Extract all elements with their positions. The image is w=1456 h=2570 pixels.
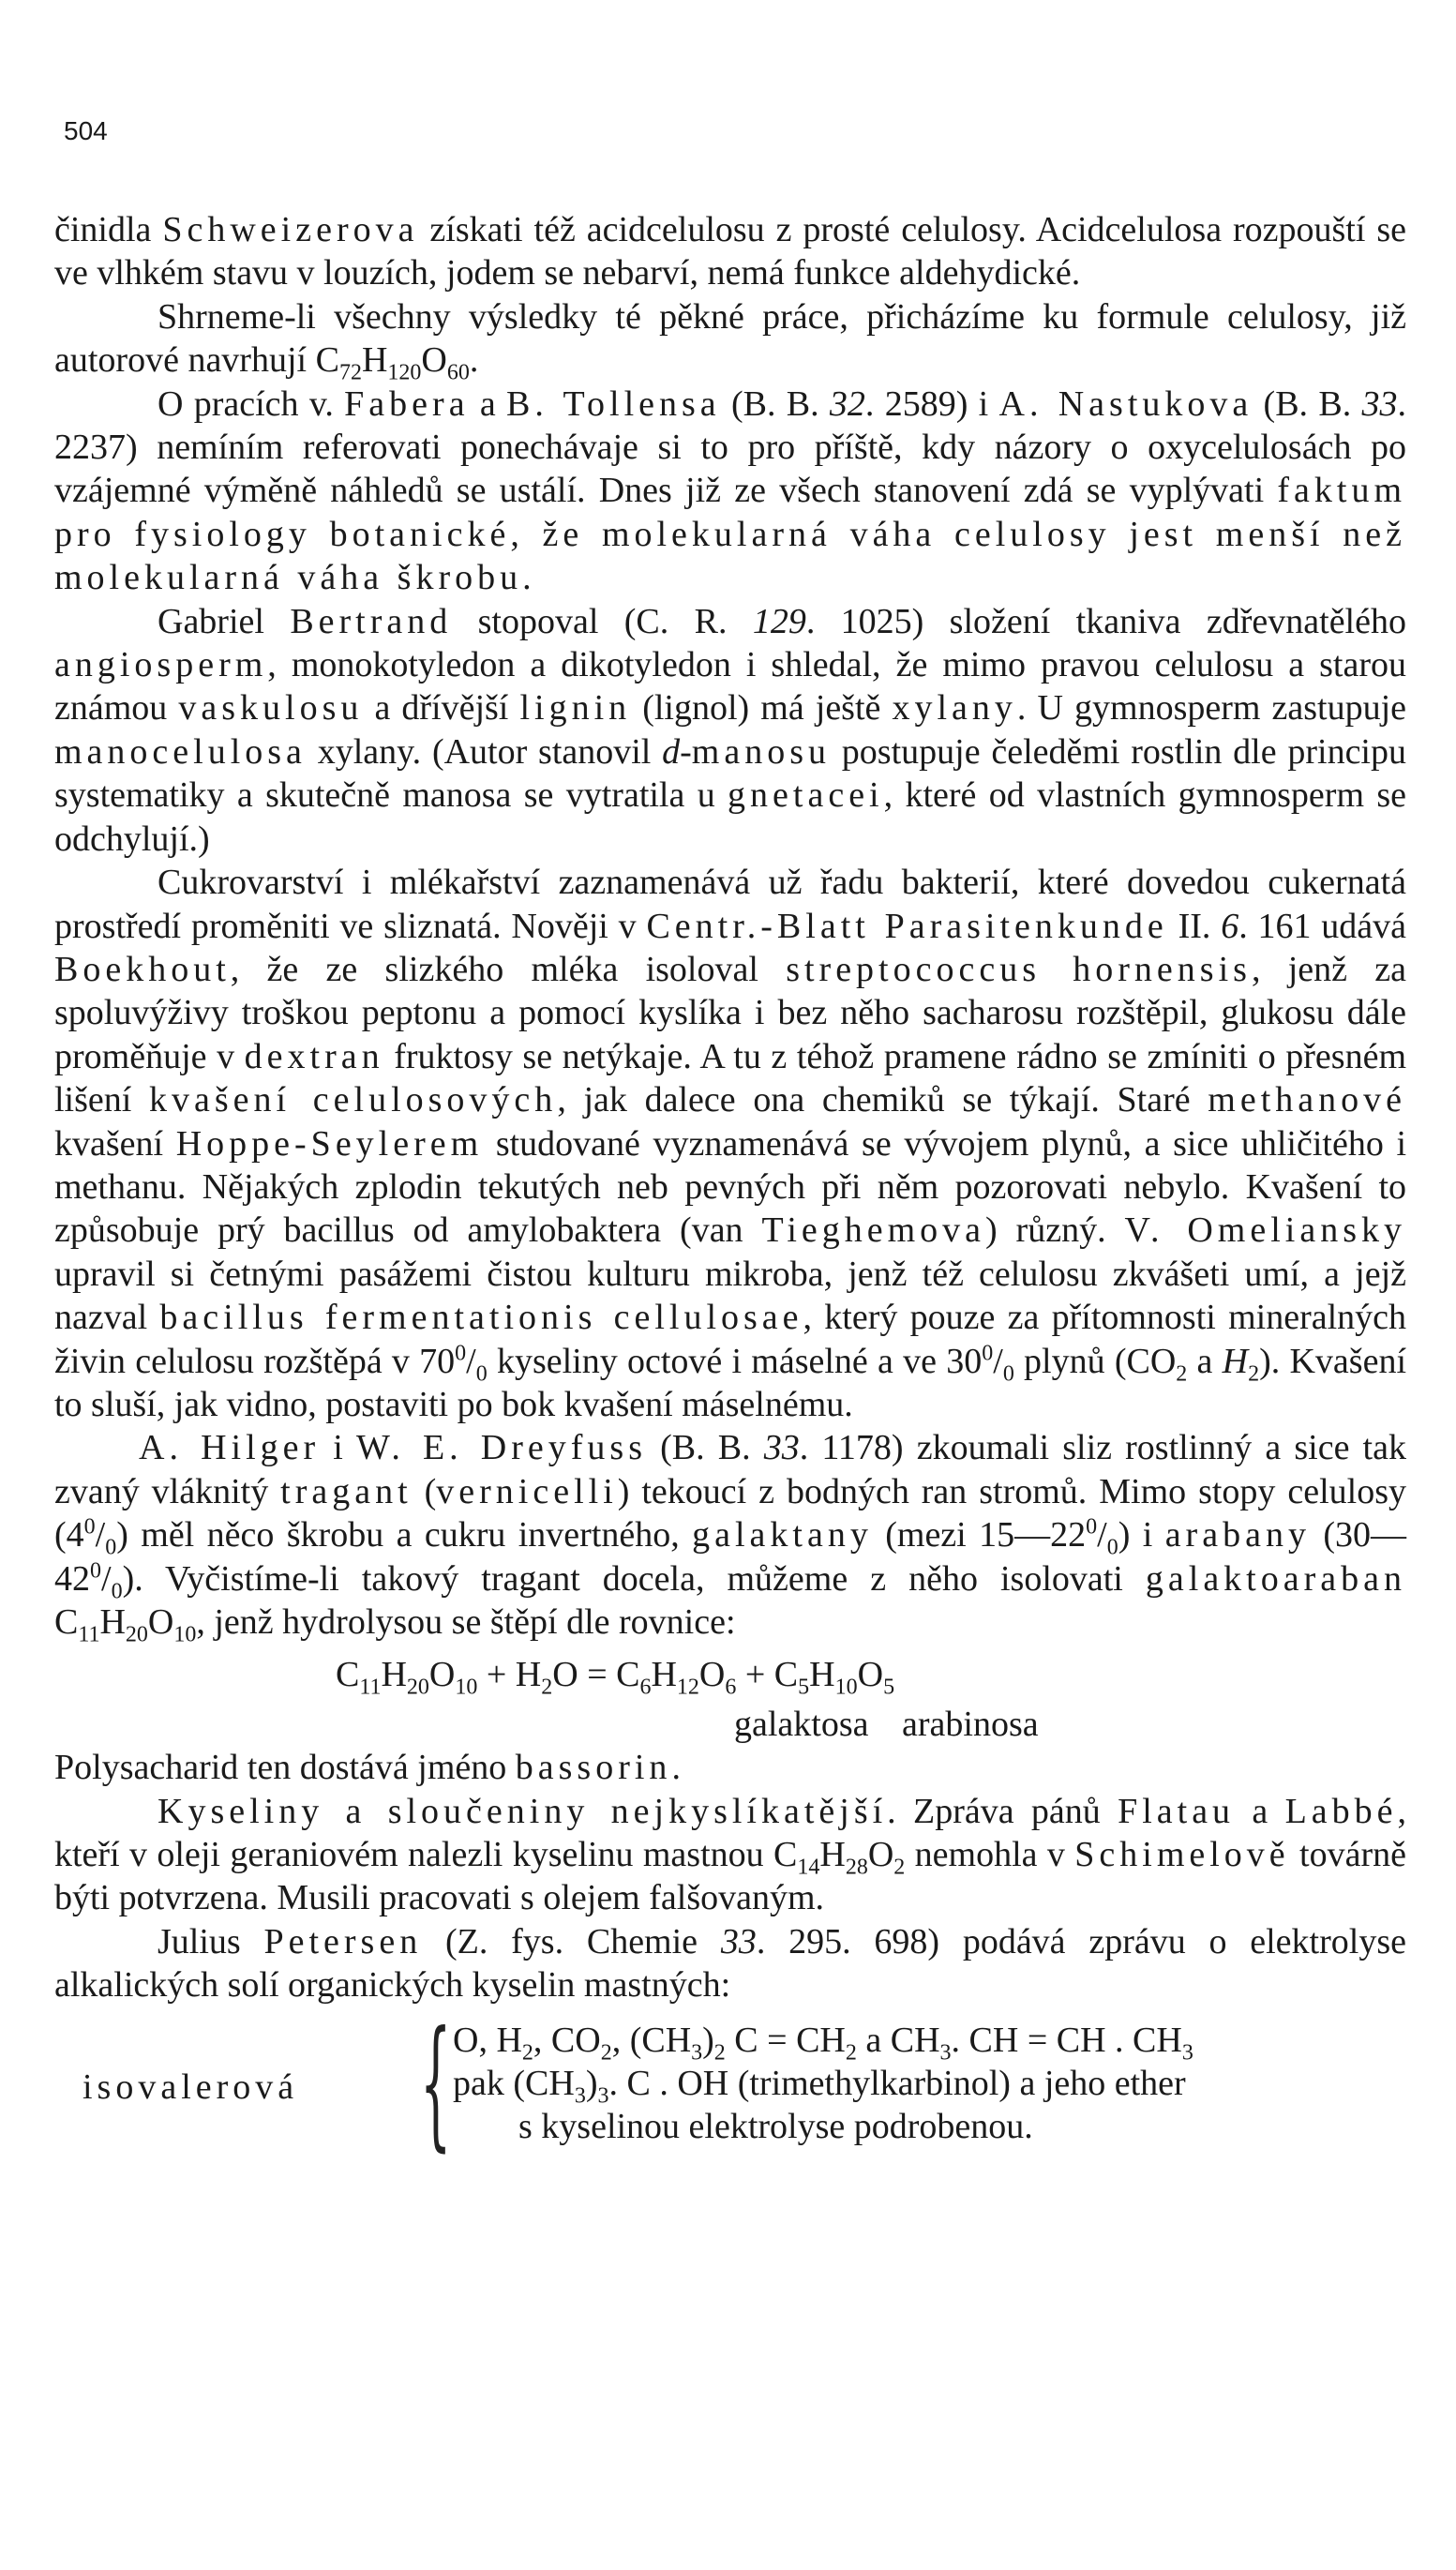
text-run: H — [381, 1655, 407, 1695]
spaced-term: galaktany — [692, 1515, 873, 1556]
text-run: . 161 udává — [1238, 906, 1407, 946]
spaced-term: B. Tollensa — [506, 383, 721, 424]
spaced-term: angiosperm — [54, 645, 268, 685]
text-run: / — [95, 1515, 106, 1556]
text-run: činidla — [54, 210, 163, 249]
sub-script: 2 — [1248, 1361, 1260, 1387]
sub-script: 14 — [797, 1855, 820, 1880]
text-run: C — [54, 1602, 79, 1642]
text-run: C — [336, 1655, 360, 1695]
text-run: plynů (CO — [1013, 1341, 1177, 1381]
spaced-term: lignin — [519, 688, 632, 729]
text-run: továrně býti potvrzena. Musili pracovati s olejem falšovaným. — [54, 1835, 1406, 1918]
text-run: stopoval (C. R. — [452, 601, 753, 641]
sup-script: 0 — [1086, 1514, 1098, 1540]
text-run: , který pouze za přítomnosti mineralných živin celulosu rozštěpá v 70 — [54, 1298, 1407, 1381]
text-run: . 1178) zkoumali sliz rostlinný a sice tak zvaný vláknitý — [54, 1428, 1406, 1511]
spaced-term: Schimelově — [1074, 1835, 1290, 1875]
italic-text: 33 — [763, 1428, 800, 1468]
spaced-term: V. Omeliansky — [1124, 1210, 1406, 1251]
reaction-line — [453, 2105, 1456, 2148]
spaced-term: vaskulosu — [178, 688, 364, 729]
sub-script: 2 — [845, 2040, 857, 2066]
spaced-term: dextran — [244, 1036, 384, 1076]
sub-script: 5 — [883, 1676, 895, 1700]
text-run: (B. B. — [720, 383, 830, 424]
spaced-term: Bertrand — [290, 601, 453, 641]
sub-script: 0 — [105, 1535, 117, 1560]
text-run: studované vyznamenává se vývojem plynů, a sice uhličitého i methanu. Nějakých zplodin tekutých neb pevných při něm pozorovati nebylo. Kvašení to způsobuje prý bacillus od amylobaktera (van — [54, 1123, 1407, 1251]
spaced-term: Flatau — [1118, 1791, 1236, 1831]
sub-script: 0 — [111, 1579, 123, 1604]
sup-script: 0 — [455, 1340, 467, 1365]
spaced-term: Labbé — [1284, 1791, 1398, 1831]
sub-script: 72 — [338, 360, 362, 385]
text-run: s kyselinou elektrolyse podrobenou. — [518, 2107, 1033, 2147]
text-run: Shrneme-li všechny výsledky té pěkné práce, přicházíme ku formule celulosy, již autorové navrhují C — [54, 296, 1406, 381]
text-run: ) měl něco škrobu a cukru invertného, — [116, 1515, 693, 1556]
text-run: ) — [585, 2064, 598, 2104]
text-run: O pracích v. — [158, 383, 345, 424]
text-run: a CH — [856, 2020, 940, 2060]
paragraph — [54, 600, 1406, 861]
paragraph — [54, 1426, 1406, 1647]
sub-script: 0 — [1002, 1361, 1014, 1387]
text-run: H — [651, 1655, 677, 1695]
text-run: Polysacharid ten dostává jméno — [54, 1748, 516, 1788]
text-run: získati též acidcelulosu z prosté celulosy. Acidcelulosa rozpouští se ve vlhkém stavu v louzích, jodem se nebarví, nemá funkce aldehydické. — [54, 210, 1406, 293]
equation-label-arabinosa: arabinosa — [902, 1704, 1039, 1744]
text-run: , monokotyledon a dikotyledon i shledal, že mimo pravou celulosu a starou známou — [54, 645, 1406, 729]
spaced-term: manocelulosa — [54, 731, 307, 772]
left-brace-icon: { — [420, 2001, 452, 2165]
hydrolysis-equation — [54, 1653, 1406, 1700]
text-run: O — [867, 1835, 894, 1875]
spaced-term: xylany — [892, 688, 1017, 729]
spaced-term: Schweizerova — [162, 210, 419, 249]
sub-script: 0 — [475, 1361, 488, 1387]
text-run: - — [680, 731, 692, 772]
paragraph — [54, 295, 1406, 383]
text-run: a — [1187, 1341, 1223, 1381]
text-run: + C — [736, 1655, 799, 1695]
sub-script: 28 — [845, 1855, 868, 1880]
electrolysis-products — [54, 2001, 1406, 2165]
spaced-term: Kyseliny a sloučeniny nejkyslíkatější — [158, 1791, 888, 1831]
sub-script: 12 — [676, 1676, 699, 1700]
spaced-term: bacillus fermentationis cellulosae — [159, 1298, 803, 1338]
text-run: a dřívější — [363, 688, 520, 729]
sub-script: 5 — [798, 1676, 810, 1700]
sub-script: 20 — [406, 1676, 429, 1700]
spaced-term: streptococcus hornensis — [786, 949, 1252, 989]
reaction-lines — [453, 2019, 1456, 2149]
text-run: kyseliny octové i máselné a ve 30 — [487, 1341, 983, 1381]
sub-script: 2 — [893, 1855, 906, 1880]
sub-script: 2 — [521, 2040, 533, 2066]
text-run: . Zpráva pánů — [887, 1791, 1118, 1831]
text-run: xylany. (Autor stanovil — [306, 731, 663, 772]
sub-script: 6 — [725, 1676, 737, 1700]
spaced-term: bassorin — [515, 1748, 672, 1788]
italic-text: 33 — [720, 1921, 757, 1961]
body-text — [54, 208, 1407, 2165]
text-run: ). Vyčistíme-li takový tragant docela, můžeme z něho isolovati — [122, 1558, 1146, 1599]
text-run: . 2589) i — [864, 383, 999, 424]
spaced-term: A. Hilger — [139, 1428, 321, 1468]
text-run: pak (CH — [453, 2064, 575, 2104]
text-run: C = CH — [725, 2020, 846, 2060]
italic-text: d — [662, 731, 681, 772]
spaced-term: manosu — [691, 731, 832, 772]
sub-script: 10 — [173, 1622, 197, 1647]
spaced-term: Boekhout — [54, 949, 231, 989]
text-run: (B. B. — [1253, 383, 1362, 424]
italic-text: 129 — [752, 601, 806, 641]
text-run: ). Kvašení to sluší, jak vidno, postaviti po bok kvašení máselnému. — [54, 1341, 1407, 1424]
text-run: O — [857, 1655, 884, 1695]
text-run: . C . OH (trimethylkarbinol) a jeho ether — [608, 2064, 1186, 2104]
text-run: , které od vlastních gymnosperm se odchylují.) — [54, 775, 1407, 859]
paragraph — [54, 383, 1406, 600]
text-run: . — [522, 558, 532, 598]
text-run: O — [147, 1602, 174, 1642]
sub-script: 2 — [600, 2040, 612, 2066]
text-run: a — [469, 383, 507, 424]
text-run: . — [469, 340, 479, 381]
text-run: nemohla v — [905, 1835, 1075, 1875]
text-run: H — [809, 1655, 835, 1695]
text-run: (B. B. — [647, 1428, 764, 1468]
reaction-line — [453, 2062, 1456, 2109]
text-run: . 295. 698) podává zprávu o elektrolyse alkalických solí organických kyselin mastných: — [54, 1921, 1406, 2006]
text-run: H — [99, 1602, 126, 1642]
page-number: 504 — [64, 116, 108, 145]
italic-text: 32 — [829, 383, 865, 424]
text-run: ) — [702, 2020, 714, 2060]
spaced-term: kvašení celulosových — [149, 1080, 558, 1120]
paragraph — [54, 861, 1406, 1426]
text-run: H — [819, 1835, 846, 1875]
sub-script: 20 — [125, 1622, 148, 1647]
text-run: , jenž za spoluvýživy troškou peptonu a pomocí kyslíka i bez něho sacharosu rozštěpil, glukosu dále proměňuje v — [54, 949, 1407, 1076]
sub-script: 60 — [446, 360, 470, 385]
text-run: a — [1235, 1791, 1285, 1831]
spaced-term: tragant — [280, 1471, 413, 1511]
text-run: O = C — [552, 1655, 640, 1695]
text-run: + H — [477, 1655, 542, 1695]
text-run: II. — [1167, 906, 1222, 946]
sub-script: 2 — [713, 2040, 726, 2066]
text-run: (Z. fys. Chemie — [422, 1921, 721, 1961]
spaced-term: Centr.-Blatt Parasitenkunde — [646, 906, 1168, 946]
italic-text: H — [1222, 1341, 1249, 1381]
paragraph — [54, 1746, 1406, 1789]
text-run: . U gymnosperm zastupuje — [1016, 688, 1407, 729]
sub-script: 11 — [359, 1676, 382, 1700]
text-run: , kteří v oleji geraniovém nalezli kyselinu mastnou C — [54, 1791, 1407, 1875]
sub-script: 6 — [639, 1676, 652, 1700]
text-run: upravil si četnými pasážemi čistou kulturu mikroba, jenž též celulosu zkvášeti umí, a jejž nazval — [54, 1254, 1406, 1338]
sub-script: 2 — [1176, 1361, 1188, 1387]
sub-script: 10 — [834, 1676, 858, 1700]
text-run: fruktosy se netýkaje. A tu z téhož pramene rádno se zmíniti o přesném lišení — [54, 1036, 1406, 1120]
text-run: i — [320, 1428, 356, 1468]
spaced-term: gnetacei — [728, 775, 884, 816]
text-run: / — [466, 1341, 476, 1381]
text-run: / — [993, 1341, 1003, 1381]
spaced-term: methanové — [1208, 1080, 1407, 1120]
text-run: (mezi 15—22 — [872, 1515, 1087, 1556]
sub-script: 0 — [1106, 1535, 1118, 1560]
text-run: postupuje čeleděmi rostlin dle principu systematiky a skutečně manosa se vytratila u — [54, 731, 1406, 816]
text-run: ) tekoucí z bodných ran stromů. Mimo stopy celulosy (4 — [54, 1471, 1406, 1556]
spaced-term: vernicelli — [436, 1471, 618, 1511]
italic-text: 33 — [1361, 383, 1398, 424]
reaction-line — [453, 2019, 1456, 2066]
text-run: , jak dalece ona chemiků se týkají. Staré — [557, 1080, 1208, 1120]
sub-script: 3 — [597, 2083, 609, 2109]
text-run: (lignol) má ještě — [631, 688, 893, 729]
paragraph — [54, 1920, 1406, 2007]
sub-script: 3 — [1181, 2040, 1193, 2066]
text-run: , (CH — [611, 2020, 692, 2060]
text-run: / — [1097, 1515, 1107, 1556]
text-run: kvašení — [54, 1123, 176, 1164]
spaced-term: galaktoaraban — [1145, 1558, 1406, 1599]
text-run: . CH = CH . CH — [951, 2020, 1182, 2060]
sup-script: 0 — [90, 1557, 101, 1583]
spaced-term: faktum pro fysiology botanické, že molekularná váha celulosy jest menší než molekularná váha škrobu — [54, 471, 1406, 598]
spaced-term: Tieghemova — [761, 1210, 986, 1251]
text-run: , jenž hydrolysou se štěpí dle rovnice: — [196, 1602, 736, 1642]
equation-label-galaktosa: galaktosa — [734, 1704, 869, 1744]
text-run: O, H — [453, 2020, 522, 2060]
text-run: , CO — [533, 2020, 601, 2060]
paragraph — [54, 1790, 1406, 1920]
text-run: Cukrovarství i mlékařství zaznamenává už řadu bakterií, které dovedou cukernatá prostředí proměniti ve sliznatá. Nověji v — [54, 863, 1406, 946]
text-run: ) různý. — [985, 1210, 1125, 1251]
text-run: H — [361, 340, 388, 381]
spaced-term: Fabera — [344, 383, 470, 424]
text-run: . — [671, 1748, 681, 1788]
text-run: . 1025) složení tkaniva zdřevnatělého — [805, 601, 1406, 641]
text-run: (30—42 — [54, 1515, 1406, 1599]
sup-script: 0 — [83, 1514, 96, 1540]
sup-script: 0 — [982, 1340, 994, 1365]
sub-script: 2 — [541, 1676, 553, 1700]
equation-labels — [54, 1703, 1406, 1746]
text-run: ) i — [1118, 1515, 1165, 1556]
italic-text: 6 — [1221, 906, 1239, 946]
spaced-term: W. E. Dreyfuss — [355, 1428, 647, 1468]
text-run: Gabriel — [158, 601, 291, 641]
text-run: . 2237) nemíním referovati ponechávaje si to pro příště, kdy názory o oxycelulosách po vzájemné výměně náhledů se ustálí. Dnes již ze všech stanovení zdá se vyplývati — [54, 383, 1406, 511]
sub-script: 3 — [939, 2040, 952, 2066]
sub-script: 10 — [455, 1676, 478, 1700]
sub-script: 3 — [574, 2083, 586, 2109]
spaced-term: A. Nastukova — [998, 383, 1253, 424]
text-run: O — [698, 1655, 726, 1695]
text-run: / — [101, 1558, 112, 1599]
spaced-term: Petersen — [263, 1921, 423, 1961]
text-run: O — [421, 340, 447, 381]
sub-script: 120 — [387, 360, 422, 385]
spaced-term: Hoppe-Seylerem — [175, 1123, 484, 1164]
text-run: ( — [412, 1471, 437, 1511]
sub-script: 3 — [691, 2040, 703, 2066]
text-run: Julius — [158, 1921, 264, 1961]
text-run: O — [428, 1655, 456, 1695]
spaced-term: arabany — [1164, 1515, 1311, 1556]
text-run: , že ze slizkého mléka isoloval — [230, 949, 787, 989]
reaction-label: isovalerová — [83, 2067, 299, 2107]
paragraph — [54, 208, 1406, 295]
sub-script: 11 — [78, 1622, 100, 1647]
